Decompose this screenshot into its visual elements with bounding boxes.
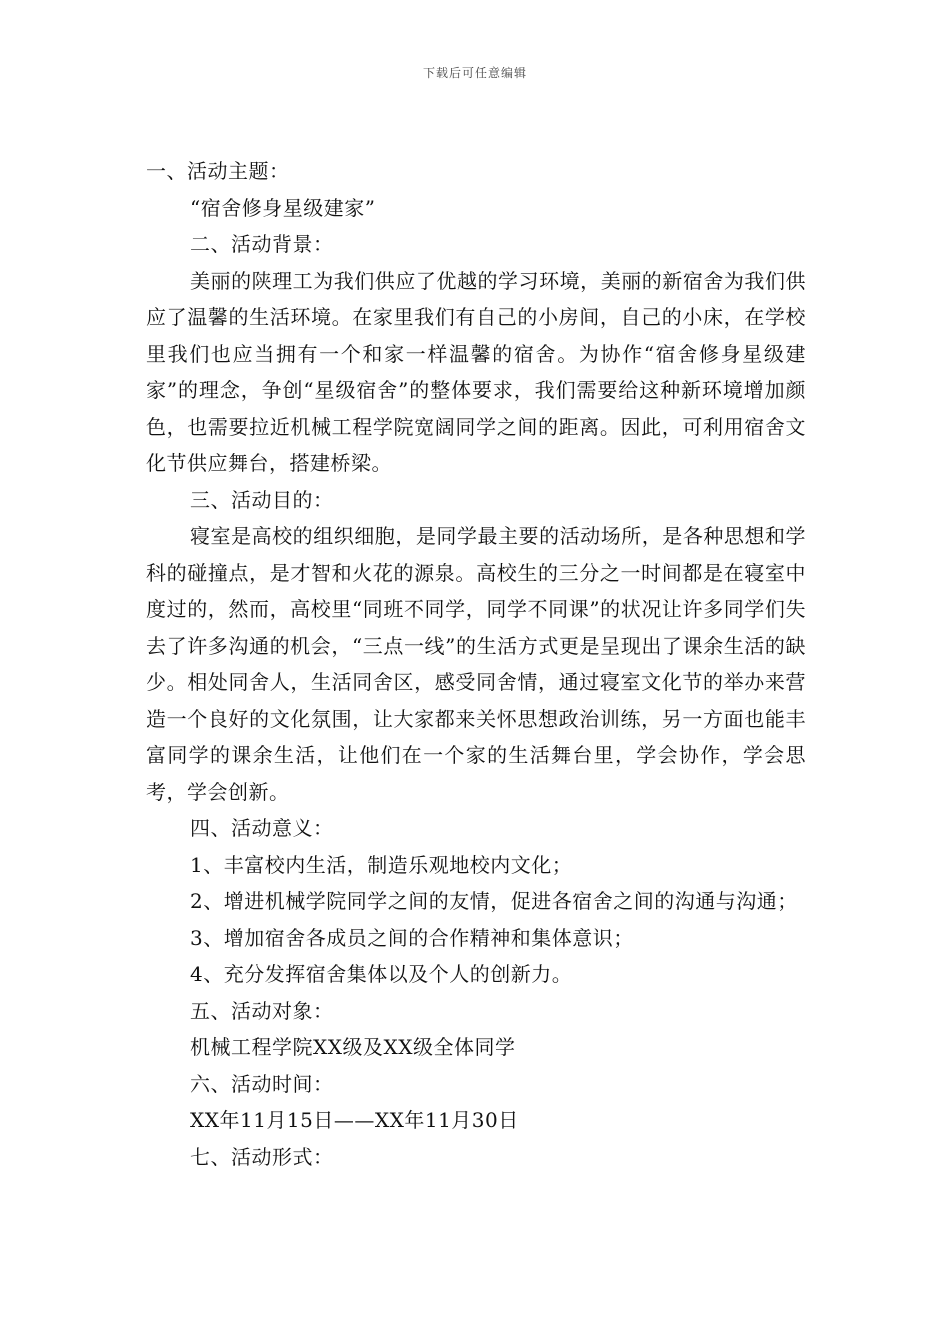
section-7-title: 七、活动形式： (190, 1144, 334, 1169)
section-3-title: 三、活动目的： (190, 487, 334, 512)
section-6-title: 六、活动时间： (190, 1071, 334, 1096)
section-4-item-1: 1、丰富校内生活，制造乐观地校内文化； (190, 852, 573, 877)
section-6-text: XX年11月15日——XX年11月30日 (190, 1108, 519, 1132)
section-5-text: 机械工程学院XX级及XX级全体同学 (190, 1035, 516, 1059)
section-3-text: 寝室是高校的组织细胞，是同学最主要的活动场所，是各种思想和学科的碰撞点，是才智和火花的源泉。高校生的三分之一时间都是在寝室中度过的，然而，高校里“同班不同学，同学不同课”的状况让许多同学们失去了许多沟通的机会，“三点一线”的生活方式更是呈现出了课余生活的缺少。相处同舍人，生活同舍区，感受同舍情，通过寝室文化节的举办来营造一个良好的文化氛围，让大家都来关怀思想政治训练，另一方面也能丰富同学的课余生活，让他们在一个家的生活舞台里，学会协作，学会思考，学会创新。 (146, 524, 806, 804)
section-2-title: 二、活动背景： (190, 232, 334, 256)
section-5-title: 五、活动对象： (190, 998, 334, 1023)
section-4-item-2: 2、增进机械学院同学之间的友情，促进各宿舍之间的沟通与沟通； (190, 889, 798, 913)
section-2-text: 美丽的陕理工为我们供应了优越的学习环境，美丽的新宿舍为我们供应了温馨的生活环境。在家里我们有自己的小房间，自己的小床，在学校里我们也应当拥有一个和家一样温馨的宿舍。为协作“宿舍修身星级建家”的理念，争创“星级宿舍”的整体要求，我们需要给这种新环境增加颜色，也需要拉近机械工程学院宽阔同学之间的距离。因此，可利用宿舍文化节供应舞台，搭建桥梁。 (146, 268, 806, 475)
section-4-item-3: 3、增加宿舍各成员之间的合作精神和集体意识； (190, 925, 634, 950)
section-4-title: 四、活动意义： (190, 816, 334, 840)
document-body (146, 153, 806, 1175)
section-1-text: “宿舍修身星级建家” (190, 195, 376, 220)
section-1-title: 一、活动主题： (146, 159, 290, 183)
page-header-note: 下载后可任意编辑 (422, 66, 527, 80)
section-4-item-4: 4、充分发挥宿舍集体以及个人的创新力。 (190, 962, 573, 986)
